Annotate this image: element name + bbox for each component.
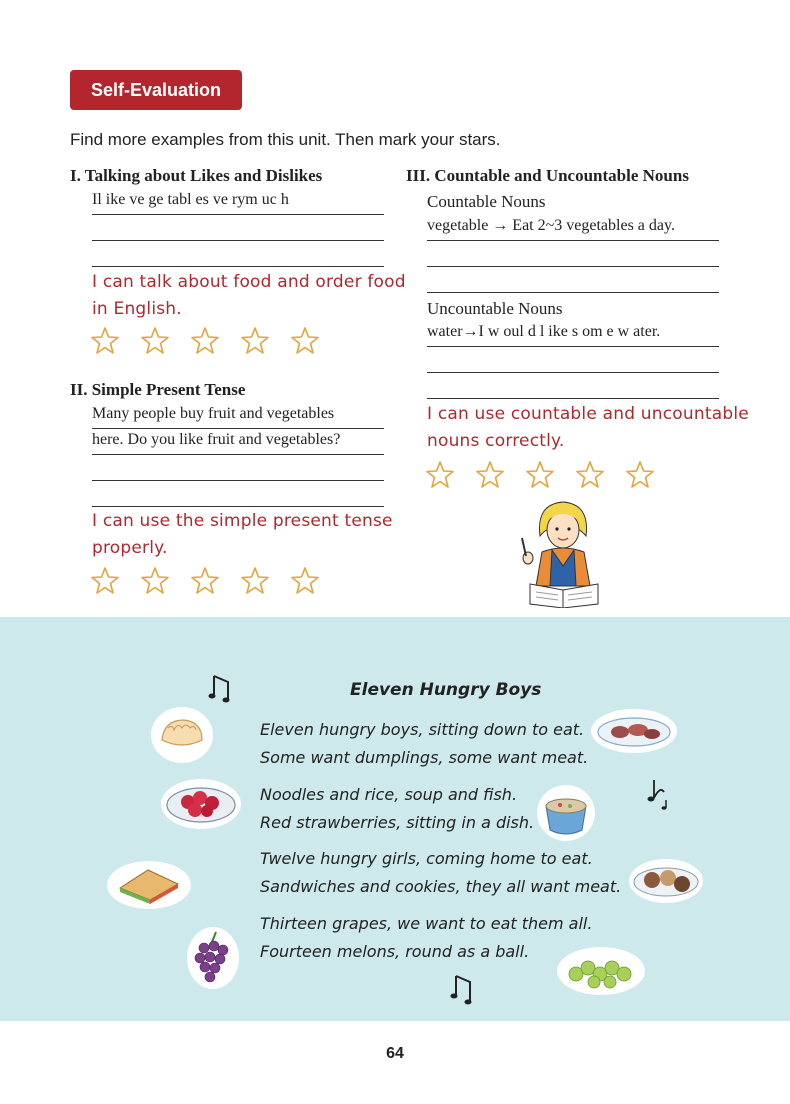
answer-line[interactable]	[92, 240, 384, 267]
melons-picture	[556, 946, 646, 996]
lyric-line: Thirteen grapes, we want to eat them all.	[260, 914, 593, 933]
star-outline-icon	[142, 568, 168, 593]
can-do-line: properly.	[92, 538, 168, 558]
star-outline-icon	[242, 568, 268, 593]
star-row[interactable]	[90, 565, 330, 599]
self-evaluation-badge: Self-Evaluation	[70, 70, 242, 110]
lyric-line: Eleven hungry boys, sitting down to eat.	[260, 720, 585, 739]
section-1-title: I. Talking about Likes and Dislikes	[70, 166, 323, 185]
answer-line[interactable]	[427, 372, 719, 399]
can-do-statement	[427, 401, 749, 455]
lyric-line: Red strawberries, sitting in a dish.	[260, 813, 535, 832]
strawberry-dish-picture	[160, 778, 242, 830]
answer-line[interactable]: vegetable → Eat 2~3 vegetables a day.	[427, 214, 719, 241]
star-outline-icon	[92, 328, 118, 353]
can-do-line: I can use countable and uncountable	[427, 404, 749, 424]
answer-line[interactable]: Il ike ve ge tabl es ve rym uc h	[92, 188, 384, 215]
answer-line[interactable]	[427, 346, 719, 373]
lyric-line: Twelve hungry girls, coming home to eat.	[260, 849, 593, 868]
star-rating[interactable]	[90, 565, 330, 599]
lyric-line: Some want dumplings, some want meat.	[260, 748, 589, 767]
star-outline-icon	[192, 568, 218, 593]
star-row[interactable]	[425, 459, 665, 493]
answer-line[interactable]	[427, 266, 719, 293]
music-note-icon	[208, 672, 234, 704]
answer-line[interactable]	[92, 480, 384, 507]
girl-reading-illustration	[518, 496, 608, 608]
answer-line[interactable]: Many people buy fruit and vegetables	[92, 402, 384, 429]
page-number: 64	[386, 1045, 404, 1062]
can-do-statement	[92, 269, 406, 323]
star-outline-icon	[627, 462, 653, 487]
meat-plate-picture	[590, 708, 678, 754]
answer-line[interactable]	[92, 454, 384, 481]
music-note-icon	[450, 972, 476, 1008]
star-outline-icon	[192, 328, 218, 353]
answer-line[interactable]: here. Do you like fruit and vegetables?	[92, 428, 384, 455]
can-do-line: in English.	[92, 299, 182, 319]
star-row[interactable]	[90, 325, 330, 359]
can-do-line: I can use the simple present tense	[92, 511, 393, 531]
instruction-text: Find more examples from this unit. Then mark your stars.	[70, 130, 501, 149]
star-outline-icon	[577, 462, 603, 487]
star-rating[interactable]	[425, 459, 665, 493]
section-2-title: II. Simple Present Tense	[70, 380, 246, 399]
sandwich-plate-picture	[106, 860, 192, 910]
star-rating[interactable]	[90, 325, 330, 359]
grapes-picture	[186, 926, 240, 990]
star-outline-icon	[477, 462, 503, 487]
star-outline-icon	[292, 328, 318, 353]
song-title: Eleven Hungry Boys	[350, 680, 542, 700]
cookie-plate-picture	[628, 858, 704, 904]
soup-bowl-picture	[536, 784, 596, 842]
star-outline-icon	[242, 328, 268, 353]
star-outline-icon	[427, 462, 453, 487]
star-outline-icon	[292, 568, 318, 593]
can-do-line: I can talk about food and order food	[92, 272, 406, 292]
music-note-icon	[646, 778, 672, 810]
section-3-title: III. Countable and Uncountable Nouns	[406, 166, 689, 185]
dumpling-plate-picture	[150, 706, 214, 764]
lyric-line: Noodles and rice, soup and fish.	[260, 785, 518, 804]
answer-line[interactable]: water→I w oul d l ike s om e w ater.	[427, 320, 719, 347]
can-do-statement	[92, 508, 393, 562]
can-do-line: nouns correctly.	[427, 431, 565, 451]
countable-label: Countable Nouns	[427, 192, 546, 211]
lyric-line: Sandwiches and cookies, they all want meat.	[260, 877, 622, 896]
lyric-line: Fourteen melons, round as a ball.	[260, 942, 530, 961]
star-outline-icon	[527, 462, 553, 487]
answer-line[interactable]	[427, 240, 719, 267]
answer-line[interactable]	[92, 214, 384, 241]
star-outline-icon	[142, 328, 168, 353]
star-outline-icon	[92, 568, 118, 593]
uncountable-label: Uncountable Nouns	[427, 299, 563, 318]
